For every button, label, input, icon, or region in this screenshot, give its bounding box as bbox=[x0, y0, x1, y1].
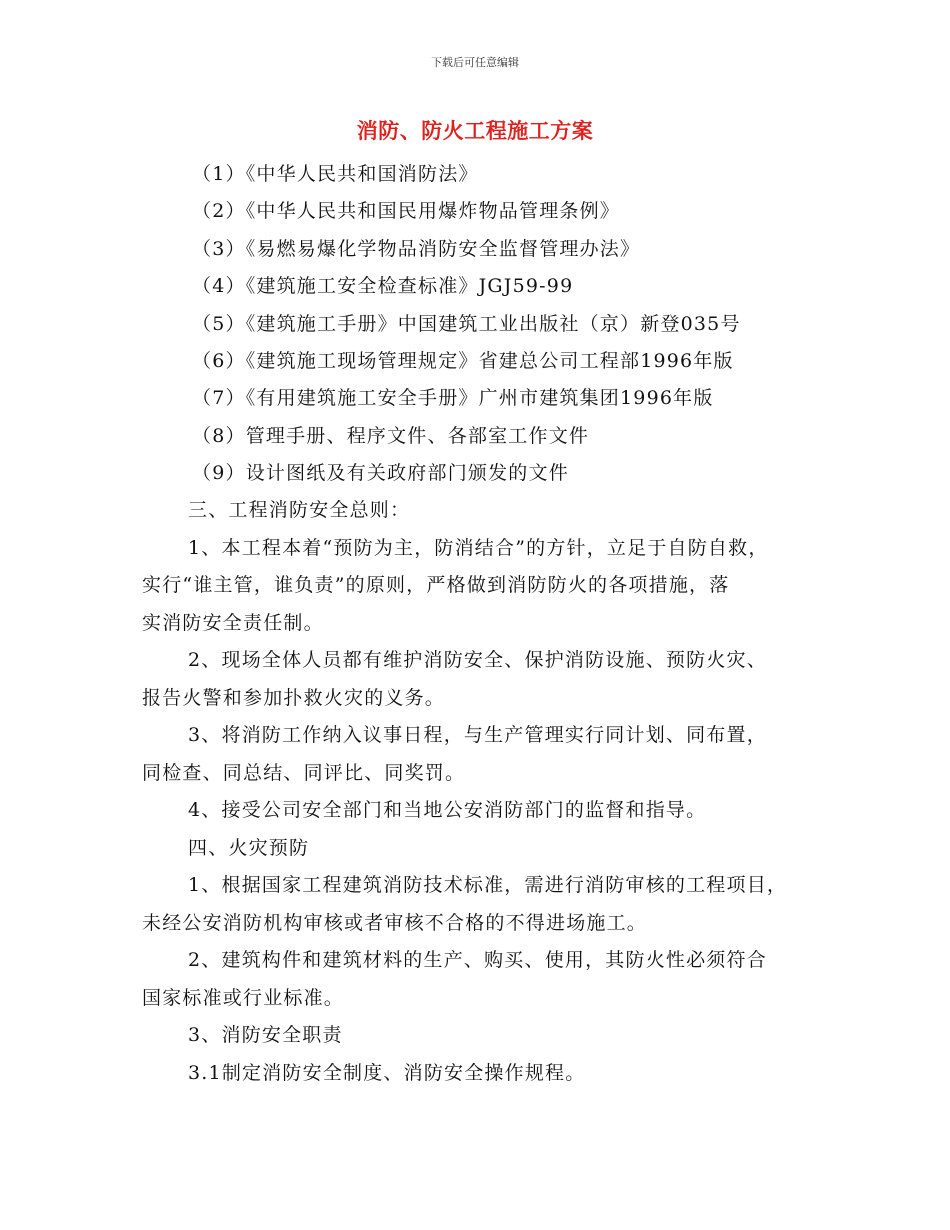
paragraph-line: 报告火警和参加扑救火灾的义务。 bbox=[142, 686, 446, 709]
paragraph-line: 2、建筑构件和建筑材料的生产、购买、使用，其防火性必须符合 bbox=[188, 949, 767, 971]
header-note: 下载后可任意编辑 bbox=[431, 56, 519, 69]
paragraph-line: 3、将消防工作纳入议事日程，与生产管理实行同计划、同布置， bbox=[188, 724, 767, 746]
paragraph-line: 1、本工程本着“预防为主，防消结合”的方针，立足于自防自救， bbox=[188, 536, 769, 559]
reference-item: （4）《建筑施工安全检查标准》JGJ59-99 bbox=[192, 275, 574, 298]
document-title: 消防、防火工程施工方案 bbox=[356, 118, 594, 143]
reference-item: （7）《有用建筑施工安全手册》广州市建筑集团1996年版 bbox=[192, 387, 714, 410]
paragraph-line: 3.1制定消防安全制度、消防安全操作规程。 bbox=[188, 1061, 586, 1084]
paragraph-line: 同检查、同总结、同评比、同奖罚。 bbox=[142, 761, 466, 784]
paragraph-line: 2、现场全体人员都有维护消防安全、保护消防设施、预防火灾、 bbox=[188, 649, 767, 671]
section-heading: 四、火灾预防 bbox=[188, 836, 310, 859]
reference-item: （3）《易燃易爆化学物品消防安全监督管理办法》 bbox=[192, 237, 641, 260]
section-heading: 三、工程消防安全总则： bbox=[188, 499, 411, 521]
reference-list bbox=[192, 160, 872, 497]
paragraph-line: 实消防安全责任制。 bbox=[142, 611, 324, 634]
paragraph-line: 国家标准或行业标准。 bbox=[142, 986, 345, 1009]
paragraph-line: 未经公安消防机构审核或者审核不合格的不得进场施工。 bbox=[142, 911, 648, 934]
paragraph-line: 4、接受公司安全部门和当地公安消防部门的监督和指导。 bbox=[188, 799, 707, 821]
paragraph-line: 实行“谁主管，谁负责”的原则，严格做到消防防火的各项措施，落 bbox=[142, 574, 730, 596]
reference-item: （5）《建筑施工手册》中国建筑工业出版社（京）新登035号 bbox=[192, 312, 741, 335]
reference-item: （1）《中华人民共和国消防法》 bbox=[192, 163, 479, 185]
subsection-heading: 3、消防安全职责 bbox=[188, 1024, 343, 1046]
reference-item: （6）《建筑施工现场管理规定》省建总公司工程部1996年版 bbox=[192, 349, 734, 372]
reference-item: （2）《中华人民共和国民用爆炸物品管理条例》 bbox=[192, 200, 620, 223]
document-body bbox=[142, 496, 822, 1096]
reference-item: （8）管理手册、程序文件、各部室工作文件 bbox=[192, 424, 590, 447]
reference-item: （9）设计图纸及有关政府部门颁发的文件 bbox=[192, 462, 569, 485]
paragraph-line: 1、根据国家工程建筑消防技术标准，需进行消防审核的工程项目， bbox=[188, 874, 788, 896]
